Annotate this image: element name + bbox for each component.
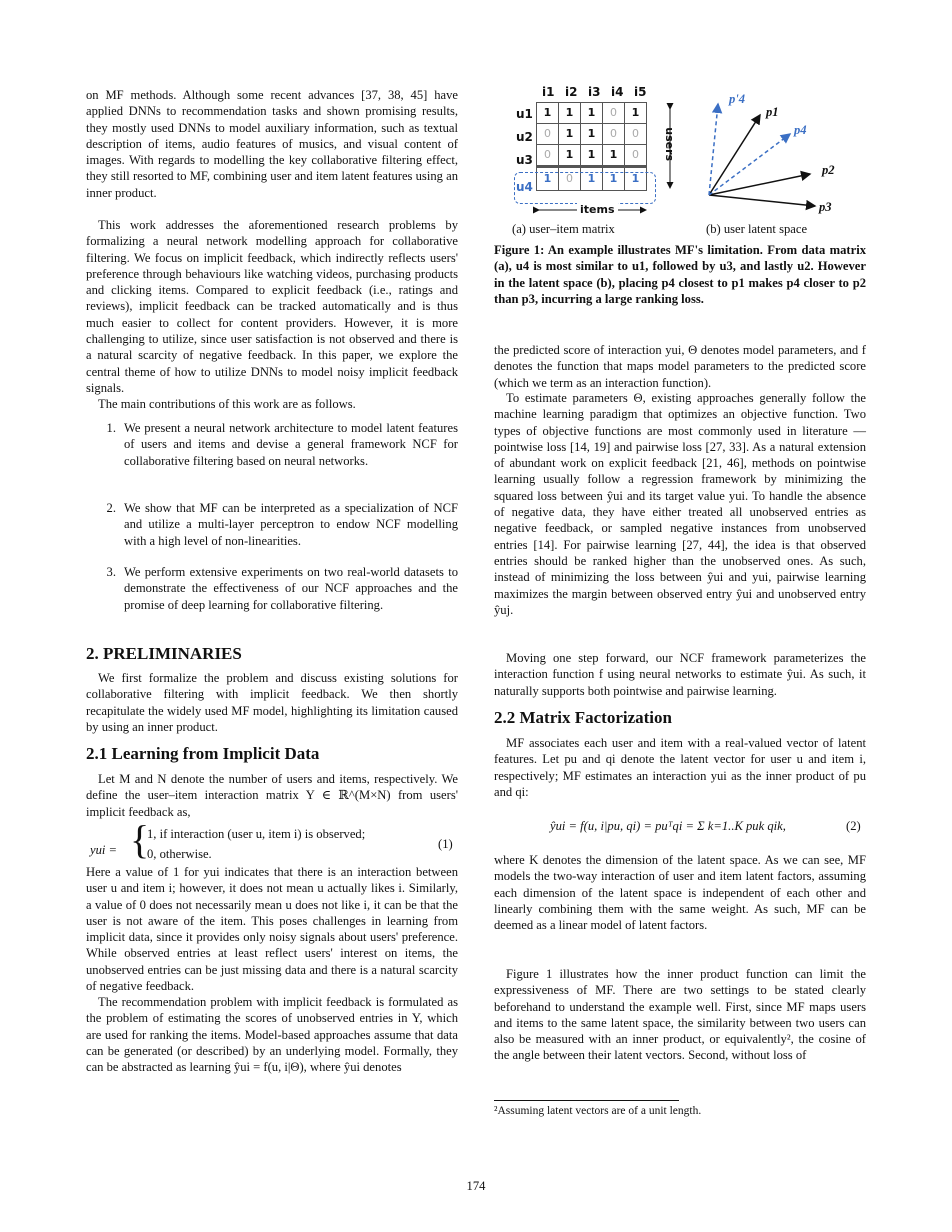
figure-1 [494, 84, 866, 236]
paragraph: MF associates each user and item with a real-valued vector of latent features. Let pu and qi denote the latent vector for user u and item i, respectively; MF estimates an interaction yui as the inner product of pu and qi: [494, 736, 866, 799]
paragraph: the predicted score of interaction yui, Θ denotes model parameters, and f denotes the function that maps model parameters to the predicted score (which we term as an interaction function). [494, 343, 866, 390]
equation-number: (2) [846, 819, 861, 833]
matrix-cell: 1 [581, 103, 603, 124]
paragraph: The recommendation problem with implicit feedback is formulated as the problem of estimating the scores of unobserved entries in Y, which are used for ranking the items. Model-based approaches assume that data can be generated (or described) by an underlying model. Formally, they can be abstracted as learning ŷui = f(u, i|Θ), where ŷui denotes [86, 995, 458, 1075]
matrix-cell: 1 [559, 145, 581, 167]
user-label: u3 [516, 153, 533, 167]
matrix-cell: 1 [537, 103, 559, 124]
matrix-cell: 1 [559, 103, 581, 124]
items-axis-label: items [577, 202, 618, 218]
list-text: We show that MF can be interpreted as a specialization of NCF and utilize a multi-layer perceptron to endow NCF modelling with a high level of non-linearities. [124, 501, 458, 548]
paragraph: Here a value of 1 for yui indicates that there is an interaction between user u and item i; however, it does not mean u actually likes i. Similarly, a value of 0 does not necessarily mean u does not like i, it can be that the user is not aware of the item. This poses challenges in learning from implicit data, since it provides only noisy signals about users' preference. While observed entries at least reflect users' interest on items, the unobserved entries can be just missing data and there is a natural scarcity of negative feedback. [86, 865, 458, 994]
subcaption-a: (a) user–item matrix [512, 222, 615, 236]
list-item [86, 564, 458, 613]
matrix-cell: 1 [603, 167, 625, 191]
user-label: u2 [516, 130, 533, 144]
paragraph: where K denotes the dimension of the latent space. As we can see, MF models the two-way interaction of user and item latent factors, assuming each dimension of the latent space is independent of each other and linearly combining them with the same weight. As such, MF can be deemed as a linear model of latent factors. [494, 853, 866, 933]
matrix-cell: 1 [559, 124, 581, 145]
matrix-cell: 1 [581, 167, 603, 191]
vector-label: p1 [766, 105, 779, 119]
matrix-cell: 1 [537, 167, 559, 191]
equation-number: (1) [438, 837, 453, 851]
paragraph: To estimate parameters Θ, existing approaches generally follow the machine learning paradigm that optimizes an objective function. Two types of objective functions are most commonly used in literature — pointwise loss [14, 19] and pairwise loss [27, 33]. As a natural extension of abundant work on explicit feedback [21, 46], methods on pointwise learning usually follow a regression framework by minimizing the squared loss between ŷui and its target value yui. To handle the absence of negative data, they have either treated all unobserved entries as negative feedback, or sampled negative instances from unobserved entries [14]. For pairwise learning [27, 44], the idea is that observed entries should be ranked higher than the unobserved ones. As such, instead of minimizing the loss between ŷui and yui, pairwise learning maximizes the margin between observed entry ŷui and unobserved entry ŷuj. [494, 391, 866, 617]
footnote: ²Assuming latent vectors are of a unit length. [494, 1105, 702, 1117]
paragraph: Let M and N denote the number of users and items, respectively. We define the user–item interaction matrix Y ∈ ℝ^(M×N) from users' implicit feedback as, [86, 772, 458, 819]
matrix-cell: 0 [603, 103, 625, 124]
equation-case: 1, if interaction (user u, item i) is observed; [147, 827, 366, 841]
subsection-heading: 2.2 Matrix Factorization [494, 708, 672, 727]
vector-p2 [709, 174, 810, 195]
equation-case: 0, otherwise. [147, 847, 212, 861]
list-number: 2. [106, 501, 116, 515]
equation-lhs: yui = [90, 843, 118, 857]
list-item [86, 420, 458, 469]
matrix-cell: 0 [603, 124, 625, 145]
matrix-cell: 0 [559, 167, 581, 191]
vector-label: p4 [794, 123, 807, 137]
list-number: 1. [106, 421, 116, 435]
item-label: i4 [611, 85, 624, 99]
item-label: i1 [542, 85, 555, 99]
vector-label: p2 [822, 163, 835, 177]
subcaption-b: (b) user latent space [706, 222, 808, 236]
paragraph: We first formalize the problem and discuss existing solutions for collaborative filtering with implicit feedback. We then shortly recapitulate the widely used MF model, highlighting its limitation caused by using an inner product. [86, 671, 458, 734]
list-text: We perform extensive experiments on two real-world datasets to demonstrate the effectiveness of our NCF approaches and the promise of deep learning for collaborative filtering. [124, 565, 458, 612]
figure-graphics [494, 84, 866, 236]
list-text: We present a neural network architecture to model latent features of users and items and devise a general framework NCF for collaborative filtering based on neural networks. [124, 421, 458, 468]
footnote-rule [494, 1100, 679, 1101]
section-heading: 2. PRELIMINARIES [86, 644, 242, 663]
item-label: i5 [634, 85, 647, 99]
figure-caption: Figure 1: An example illustrates MF's limitation. From data matrix (a), u4 is most similar to u1, followed by u3, and lastly u2. However in the latent space (b), placing p4 closest to p1 makes p4 closer to p2 than p3, incurring a large ranking loss. [494, 243, 866, 306]
matrix-cell: 0 [537, 145, 559, 167]
users-axis-label: users [663, 127, 677, 162]
list-number: 3. [106, 565, 116, 579]
subsection-heading: 2.1 Learning from Implicit Data [86, 744, 320, 763]
item-label: i2 [565, 85, 578, 99]
brace: { [130, 817, 150, 862]
matrix-cell: 1 [603, 145, 625, 167]
vector-p1 [709, 115, 760, 195]
matrix-cell: 1 [625, 167, 647, 191]
matrix-cell: 1 [581, 145, 603, 167]
vector-p4-prime [709, 104, 718, 195]
paragraph: The main contributions of this work are as follows. [98, 397, 356, 411]
vector-label: p'4 [729, 92, 746, 106]
vector-label: p3 [819, 200, 832, 214]
matrix-cell: 0 [537, 124, 559, 145]
vector-p3 [709, 195, 815, 206]
page-number: 174 [466, 1179, 486, 1193]
matrix-cell: 1 [625, 103, 647, 124]
paragraph: Moving one step forward, our NCF framework parameterizes the interaction function f using neural networks to estimate ŷui. As such, it naturally supports both pointwise and pairwise learning. [494, 651, 866, 698]
matrix-cell: 1 [581, 124, 603, 145]
paragraph: This work addresses the aforementioned research problems by formalizing a neural network modelling approach for collaborative filtering. We focus on implicit feedback, which indirectly reflects users' preference through behaviours like watching videos, purchasing products and clicking items. Compared to explicit feedback (i.e., ratings and reviews), implicit feedback can be tracked automatically and is thus much easier to collect for content providers. However, it is more challenging to utilize, since user satisfaction is not observed and there is a natural scarcity of negative feedback. In this paper, we explore the central theme of how to utilize DNNs to model noisy implicit feedback signals. [86, 218, 458, 395]
matrix-cell: 0 [625, 124, 647, 145]
paragraph: on MF methods. Although some recent advances [37, 38, 45] have applied DNNs to recommendation tasks and shown promising results, they mostly used DNNs to model auxiliary information, such as textual description of items, audio features of musics, and visual content of images. With regards to modelling the key collaborative filtering effect, they still resorted to MF, combining user and item latent features using an inner product. [86, 88, 458, 200]
user-label: u4 [516, 180, 533, 194]
paragraph: Figure 1 illustrates how the inner product function can limit the expressiveness of MF. There are two settings to be stated clearly beforehand to understand the example well. First, since MF maps users and items to the same latent space, the similarity between two users can also be measured with an inner product, or equivalently², the cosine of the angle between their latent vectors. Second, without loss of [494, 967, 866, 1063]
matrix-cell: 0 [625, 145, 647, 167]
user-label: u1 [516, 107, 533, 121]
item-label: i3 [588, 85, 601, 99]
list-item [86, 500, 458, 549]
equation-2: ŷui = f(u, i|pu, qi) = puᵀqi = Σ k=1..K puk qik, [550, 819, 786, 833]
